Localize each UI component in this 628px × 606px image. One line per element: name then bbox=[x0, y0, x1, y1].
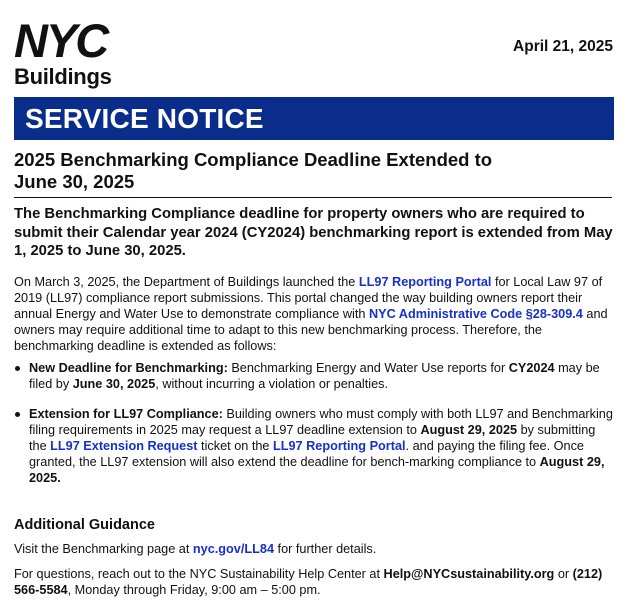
contact-paragraph bbox=[14, 566, 614, 598]
headline-divider bbox=[14, 197, 612, 198]
bullet-text: may be filed by bbox=[29, 361, 600, 391]
bullet-bold-text: August 29, 2025. bbox=[29, 455, 605, 485]
intro-paragraph bbox=[14, 274, 614, 354]
bullet-icon bbox=[15, 412, 20, 417]
bullet-text: ticket on the bbox=[197, 439, 273, 453]
headline-line-1: 2025 Benchmarking Compliance Deadline Extended to bbox=[14, 149, 493, 170]
help-phone[interactable]: (212) 566-5584 bbox=[14, 567, 603, 597]
ll97-reporting-portal-link-2[interactable]: LL97 Reporting Portal bbox=[273, 439, 406, 453]
headline-line-2: June 30, 2025 bbox=[14, 171, 135, 192]
intro-text-3: and owners may require additional time to adapt to this new benchmarking process. Therefore, the benchmarking deadline is extended as follows: bbox=[14, 307, 608, 353]
nyc-buildings-logo bbox=[14, 14, 112, 90]
logo-nyc-text: NYC bbox=[14, 14, 108, 67]
help-email[interactable]: Help@NYCsustainability.org bbox=[383, 567, 555, 581]
list-item bbox=[14, 360, 614, 392]
bullet-heading: Extension for LL97 Compliance: bbox=[29, 407, 223, 421]
bullet-bold-text: CY2024 bbox=[508, 361, 555, 375]
ll97-extension-request-link[interactable]: LL97 Extension Request bbox=[50, 439, 198, 453]
guidance-paragraph bbox=[14, 541, 614, 557]
nyc-admin-code-link[interactable]: NYC Administrative Code §28-309.4 bbox=[368, 307, 583, 321]
additional-guidance-heading: Additional Guidance bbox=[14, 517, 155, 533]
lead-paragraph: The Benchmarking Compliance deadline for property owners who are required to submit their Calendar year 2024 (CY2024) benchmarking report is extended from May 1, 2025 to June 30, 2025. bbox=[14, 206, 613, 259]
bullet-icon bbox=[15, 366, 20, 371]
intro-text-1: On March 3, 2025, the Department of Buildings launched the bbox=[14, 275, 359, 289]
service-notice-banner bbox=[14, 97, 614, 140]
list-item bbox=[14, 406, 614, 486]
bullet-bold-text: June 30, 2025 bbox=[72, 377, 156, 391]
bullet-text: , without incurring a violation or penalties. bbox=[155, 377, 388, 391]
notice-headline bbox=[14, 149, 614, 193]
intro-text-2: for Local Law 97 of 2019 (LL97) compliance report submissions. This portal changed the way building owners report their annual Energy and Water Use to demonstrate compliance with bbox=[14, 275, 603, 321]
bullet-heading: New Deadline for Benchmarking: bbox=[29, 361, 228, 375]
logo-buildings-text: Buildings bbox=[14, 64, 112, 89]
contact-text-2: or bbox=[554, 567, 573, 581]
contact-text-3: , Monday through Friday, 9:00 am – 5:00 pm. bbox=[67, 583, 321, 597]
bullet-bold-text: August 29, 2025 bbox=[420, 423, 518, 437]
bullet-text: Benchmarking Energy and Water Use reports for bbox=[227, 361, 509, 375]
deadline-bullet-list bbox=[14, 360, 614, 486]
bullet-text: . and paying the filing fee. Once granted, the LL97 extension will also extend the deadline for bench-marking compliance to bbox=[29, 439, 584, 469]
nyc-gov-ll84-link[interactable]: nyc.gov/LL84 bbox=[192, 542, 275, 556]
guidance-text-1: Visit the Benchmarking page at bbox=[14, 542, 193, 556]
contact-text-1: For questions, reach out to the NYC Sustainability Help Center at bbox=[14, 567, 384, 581]
ll97-reporting-portal-link[interactable]: LL97 Reporting Portal bbox=[358, 275, 492, 289]
bullet-text: Building owners who must comply with both LL97 and Benchmarking filing requirements in 2025 may request a LL97 deadline extension to bbox=[29, 407, 613, 437]
guidance-text-2: for further details. bbox=[274, 542, 377, 556]
bullet-text: by submitting the bbox=[29, 423, 596, 453]
notice-date: April 21, 2025 bbox=[513, 38, 613, 55]
banner-title: SERVICE NOTICE bbox=[25, 103, 264, 134]
